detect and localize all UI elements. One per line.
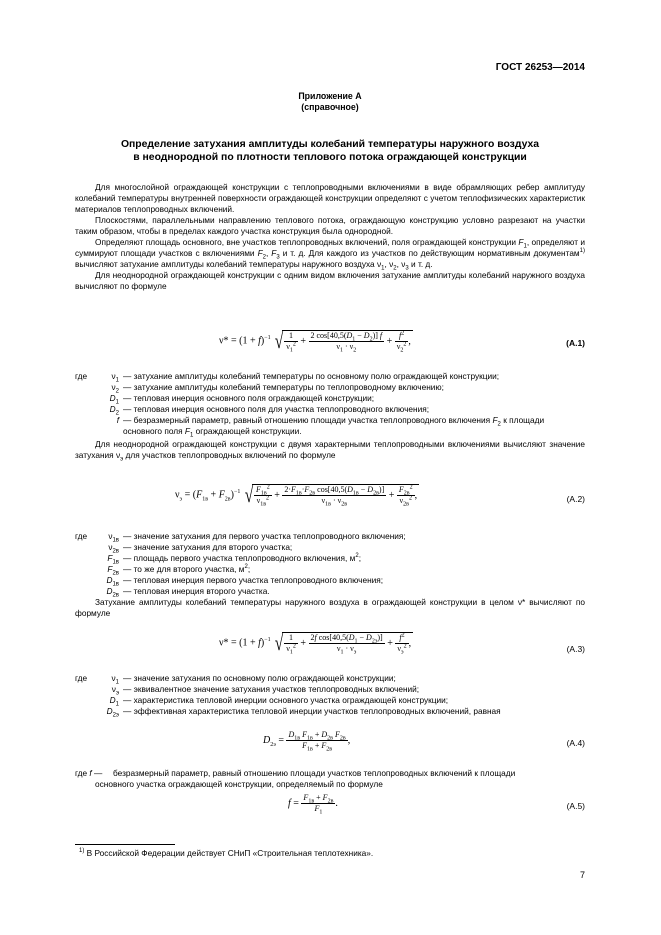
title-line-2: в неоднородной по плотности теплового потока ограждающей конструкции — [133, 152, 527, 163]
equation-number-a2: (А.2) — [566, 494, 585, 504]
paragraph-2: Плоскостями, параллельными направлению теплового потока, ограждающую конструкцию условно разрезают на участки таким образом, чтобы в пределах каждого участка конструкция была однородной. — [75, 215, 585, 236]
equation-number-a4: (А.4) — [566, 738, 585, 748]
equation-a2: $\nu_э = (F_{1в} + F_{2в})^{-1}$ √ $\frac{F_{1в}^2}{\nu_{1в}^2}$ + $\frac{2\cdot F_{1в}\cdot F_{2в} \cos[40,5(D_{1в} - D_{2в})]}{\nu_{1в} \cdot \nu_{2в}}$ + $\frac{F_{2в}^2}{\nu_{2в}^2}$ , (А.2) — [175, 482, 585, 508]
paragraph-1: Для многослойной ограждающей конструкции с теплопроводными включениями в виде обрамляющих ребер амплитуду колебаний температуры внутренней поверхности ограждающей конструкции определяют с учетом теплофизических характеристик материалов теплопроводных включений. — [75, 182, 585, 214]
appendix-title — [75, 138, 585, 164]
page-number: 7 — [579, 870, 585, 880]
equation-a3: $\nu* = (1 + f)^{-1}$ √ $\frac{1}{\nu_1^2}$ + $\frac{2f \cos[40,5(D_1 - D_{2э})]}{\nu_1 \cdot \nu_э}$ + $\frac{f^2}{\nu_э^2}$ , (А.3) — [219, 630, 585, 656]
equation-a5: f = $\frac{F_{1в} + F_{2в}}{F_1}$ . (А.5) — [288, 793, 585, 816]
equation-number-a5: (А.5) — [566, 801, 585, 811]
paragraph-6: Затухание амплитуды колебаний температуры наружного воздуха в ограждающей конструкции в целом ν* вычисляют по формуле — [75, 597, 585, 618]
document-page — [75, 0, 585, 935]
definitions-a4: где f — безразмерный параметр, равный отношению площади участков теплопроводных включений к площади основного участка ограждающей конструкции, определяемый по формуле — [75, 768, 516, 789]
footnote: $^{1)}$ В Российской Федерации действует СНиП «Строительная теплотехника». — [79, 848, 374, 858]
definitions-a2: где $\nu_{1в}$ — значение затухания для первого участка теплопроводного включения; $\nu_{2в}$ — значение затухания для второго участка; $F_{1в}$ — площадь первого участка теплопроводного включения, $м^2$; $F_{2в}$ — то же для второго участка, $м^2$; $D_{1в}$ — тепловая инерция первого участка теплопроводного включения; $D_{2в}$ — тепловая инерция второго участка. Затухание амплитуды колебаний температуры наружного воздуха в ограждающей конструкции в целом ν* вычисляют по формуле — [75, 531, 585, 618]
intro-text — [75, 182, 585, 292]
appendix-note: (справочное) — [301, 102, 359, 112]
equation-number-a3: (А.3) — [566, 644, 585, 654]
appendix-label: Приложение А — [298, 91, 362, 101]
paragraph-3: Определяют площадь основного, вне участков теплопроводных включений, поля ограждающей конструкции $F_1$, определяют и суммируют площади участков с включениями $F_2$, $F_3$ и т. д. Для каждого из участков по действующим нормативным документам$^{1)}$ вычисляют затухание амплитуды колебаний температуры наружного воздуха $\nu_1$, $\nu_2$, $\nu_3$ и т. д. — [75, 237, 585, 272]
standard-number: ГОСТ 26253—2014 — [495, 62, 585, 73]
footnote-separator — [75, 844, 175, 845]
equation-a1: $\nu* = (1 + f)^{-1}$ √ $\frac{1}{\nu_1^2}$ + $\frac{2 \cos[40,5(D_1 - D_2)] f}{\nu_1 \cdot \nu_2}$ + $\frac{f^2}{\nu_2^2}$ , (А.1) — [219, 328, 585, 354]
appendix-heading — [75, 91, 585, 113]
paragraph-5: Для неоднородной ограждающей конструкции с двумя характерными теплопроводными включениями вычисляют значение затухания $\nu_э$ для участков теплопроводных включений по формуле — [75, 439, 585, 463]
equation-a4: $D_{2э}$ = $\frac{D_{1в} F_{1в} + D_{2в} F_{2в}}{F_{1в} + F_{2в}}$ , (А.4) — [263, 730, 585, 753]
equation-number-a1: (А.1) — [566, 338, 585, 348]
paragraph-4: Для неоднородной ограждающей конструкции с одним видом включения затухание амплитуды колебаний наружного воздуха вычисляют по формуле — [75, 270, 585, 291]
definitions-a3: где $\nu_1$ — значение затухания по основному полю ограждающей конструкции; $\nu_э$ — эквивалентное значение затухания участков теплопроводных включений; $D_1$ — характеристика тепловой инерции основного участка ограждающей конструкции; $D_{2э}$ — эффективная характеристика тепловой инерции участков теплопроводных включений, равная — [75, 673, 501, 719]
definitions-a1: где $\nu_1$ — затухание амплитуды колебаний температуры по основному полю ограждающей конструкции; $\nu_2$ — затухание амплитуды колебаний температуры по теплопроводному включению; $D_1$ — тепловая инерция основного поля ограждающей конструкции; $D_2$ — тепловая инерция основного поля для участка теплопроводного включения; f — безразмерный параметр, равный отношению площади участка теплопроводного включения $F_2$ к площади основного поля $F_1$ ограждающей конструкции. Для неоднородной ограждающей конструкции с двумя характерными теплопроводными включениями вычисляют значение затухания $\nu_э$ для участков теплопроводных включений по формуле — [75, 371, 585, 463]
title-line-1: Определение затухания амплитуды колебаний температуры наружного воздуха — [120, 139, 540, 150]
